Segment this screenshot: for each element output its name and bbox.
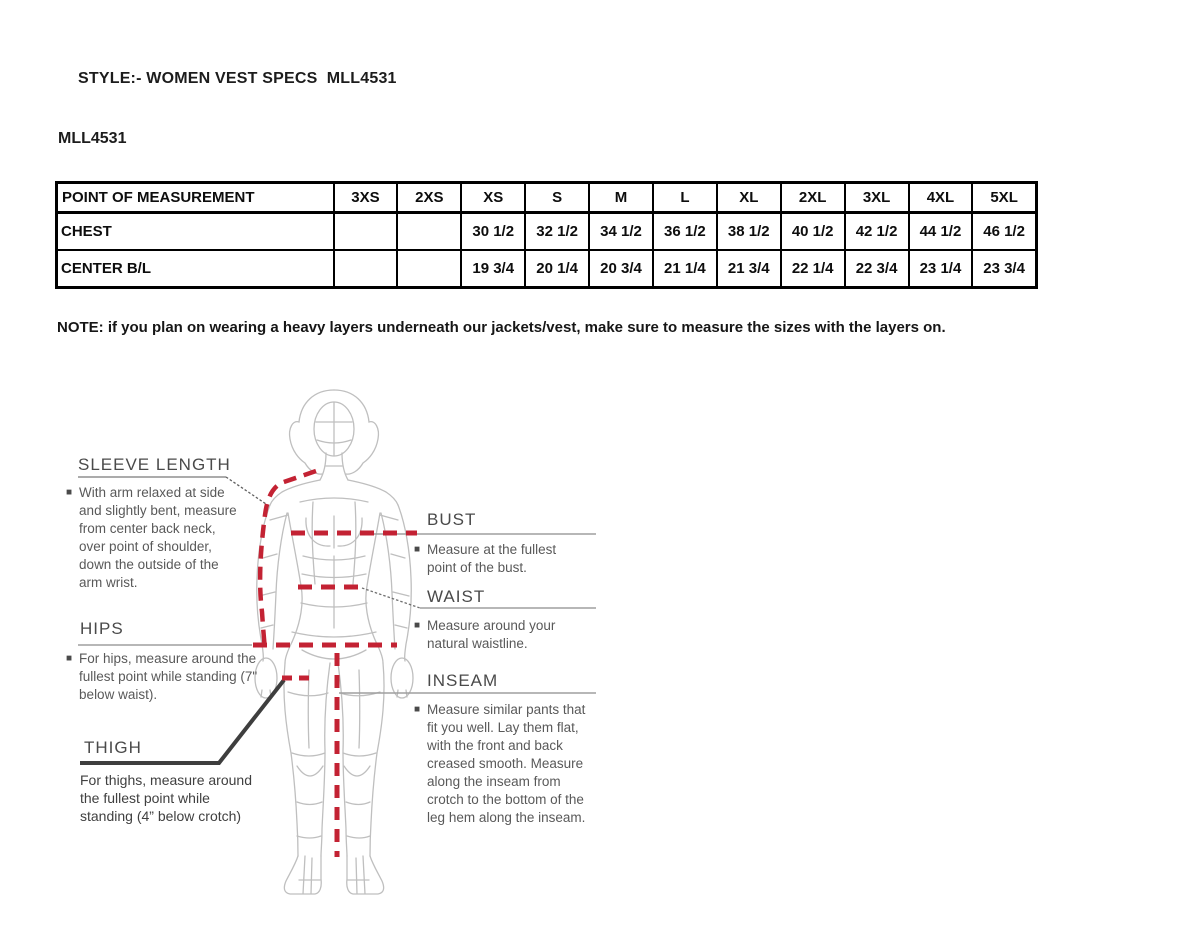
column-header: 2XL xyxy=(781,183,845,213)
size-value-cell: 22 1/4 xyxy=(781,250,845,288)
size-value-cell: 44 1/2 xyxy=(909,213,973,251)
size-value-cell: 40 1/2 xyxy=(781,213,845,251)
size-value-cell: 23 3/4 xyxy=(972,250,1036,288)
column-header: XS xyxy=(461,183,525,213)
hips-label: HIPS xyxy=(80,619,124,638)
size-value-cell: 22 3/4 xyxy=(845,250,909,288)
sleeve-length-label: SLEEVE LENGTH xyxy=(78,455,231,474)
sleeve-measure-line xyxy=(260,471,316,649)
thigh-description: For thighs, measure around the fullest point while standing (4” below crotch) xyxy=(80,772,252,824)
hips-description: ■ For hips, measure around the fullest point while standing (7" below waist). xyxy=(66,651,258,702)
bust-label: BUST xyxy=(427,510,477,529)
sleeve-length-description: ■ With arm relaxed at side and slightly bent, measure from center back neck, over point of shoulder, down the outside of the arm wrist. xyxy=(66,485,237,590)
thigh-label: THIGH xyxy=(84,738,142,757)
note-text: NOTE: if you plan on wearing a heavy layers underneath our jackets/vest, make sure to measure the sizes with the layers on. xyxy=(57,319,946,336)
bullet-icon: ■ xyxy=(414,544,421,555)
waist-description: ■ Measure around your natural waistline. xyxy=(414,618,556,651)
column-header: L xyxy=(653,183,717,213)
size-value-cell: 30 1/2 xyxy=(461,213,525,251)
page-title: STYLE:- WOMEN VEST SPECS MLL4531 xyxy=(78,70,397,87)
inseam-label: INSEAM xyxy=(427,671,499,690)
column-header: S xyxy=(525,183,589,213)
style-code: MLL4531 xyxy=(58,130,127,147)
row-label: CENTER B/L xyxy=(57,250,334,288)
bust-description: ■ Measure at the fullest point of the bust. xyxy=(414,542,557,575)
column-header: POINT OF MEASUREMENT xyxy=(57,183,334,213)
waist-label: WAIST xyxy=(427,587,486,606)
column-header: 3XL xyxy=(845,183,909,213)
size-value-cell: 38 1/2 xyxy=(717,213,781,251)
bullet-icon: ■ xyxy=(66,653,73,664)
column-header: M xyxy=(589,183,653,213)
wireframe-figure xyxy=(255,390,413,894)
size-value-cell: 42 1/2 xyxy=(845,213,909,251)
inseam-description: ■ Measure similar pants that fit you well. Lay them flat, with the front and back creased smooth. Measure along the inseam from crotch to the bottom of the leg hem along the inseam. xyxy=(414,702,586,825)
bullet-icon: ■ xyxy=(66,487,73,498)
column-header: XL xyxy=(717,183,781,213)
size-value-cell: 23 1/4 xyxy=(909,250,973,288)
bullet-icon: ■ xyxy=(414,620,421,631)
bullet-icon: ■ xyxy=(414,704,421,715)
size-value-cell: 20 1/4 xyxy=(525,250,589,288)
measurement-lines xyxy=(253,471,417,857)
size-value-cell: 36 1/2 xyxy=(653,213,717,251)
size-value-cell: 34 1/2 xyxy=(589,213,653,251)
size-value-cell: 19 3/4 xyxy=(461,250,525,288)
column-header: 3XS xyxy=(334,183,398,213)
column-header: 2XS xyxy=(397,183,461,213)
size-value-cell: 46 1/2 xyxy=(972,213,1036,251)
row-label: CHEST xyxy=(57,213,334,251)
column-header: 4XL xyxy=(909,183,973,213)
size-value-cell: 21 1/4 xyxy=(653,250,717,288)
size-value-cell: 20 3/4 xyxy=(589,250,653,288)
size-value-cell: 21 3/4 xyxy=(717,250,781,288)
size-value-cell: 32 1/2 xyxy=(525,213,589,251)
column-header: 5XL xyxy=(972,183,1036,213)
